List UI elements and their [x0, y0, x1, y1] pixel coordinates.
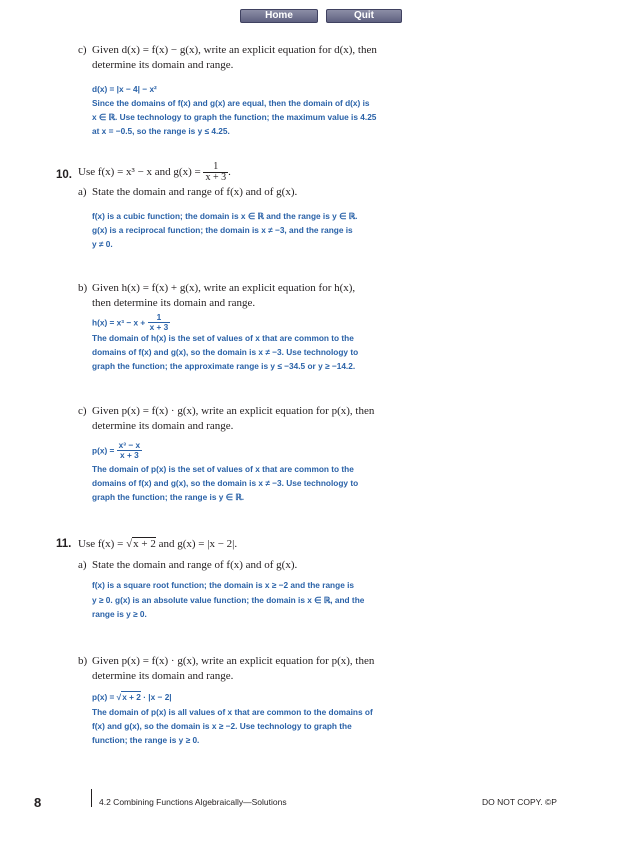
equation-left: h(x) = x³ − x + [92, 317, 146, 328]
home-button[interactable]: Home [240, 9, 318, 23]
answer-text: x ∈ ℝ. Use technology to graph the function; the maximum value is 4.25 [92, 112, 377, 122]
question-stem [78, 162, 231, 183]
stem-text: and g(x) = |x − 2|. [158, 538, 238, 550]
answer-text: The domain of h(x) is the set of values of x that are common to the [92, 333, 354, 343]
question-text: determine its domain and range. [92, 670, 234, 682]
fraction-denominator: x + 3 [120, 450, 139, 460]
question-text: Given p(x) = f(x) · g(x), write an explicit equation for p(x), then [92, 655, 375, 667]
part-label: b) [78, 282, 88, 294]
question-number: 11. [56, 538, 72, 550]
radical-sign: √ [126, 538, 133, 550]
answer-equation [92, 690, 172, 705]
answer-text: graph the function; the approximate range is y ≤ −34.5 or y ≥ −14.2. [92, 361, 356, 371]
equation-right: · |x − 2| [143, 692, 172, 702]
answer-text: f(x) is a square root function; the domain is x ≥ −2 and the range is [92, 580, 355, 590]
stem-fraction [203, 162, 228, 183]
question-text: Given d(x) = f(x) − g(x), write an explicit equation for d(x), then [92, 44, 377, 56]
answer-text: domains of f(x) and g(x), so the domain is x ≠ −3. Use technology to [92, 478, 359, 488]
answer-text: The domain of p(x) is the set of values of x that are common to the [92, 464, 354, 474]
fraction-numerator: x³ − x [118, 440, 141, 450]
fraction-denominator: x + 3 [205, 172, 227, 183]
footer-title: 4.2 Combining Functions Algebraically—Solutions [99, 797, 287, 807]
footer-divider [91, 789, 92, 807]
answer-equation [92, 441, 142, 460]
stem-text: Use f(x) = x³ − x and g(x) = [78, 166, 201, 178]
question-text: Given h(x) = f(x) + g(x), write an explicit equation for h(x), [92, 282, 356, 294]
page-footer [0, 795, 639, 813]
answer-text: Since the domains of f(x) and g(x) are equal, then the domain of d(x) is [92, 98, 370, 108]
question-text: Given p(x) = f(x) · g(x), write an explicit equation for p(x), then [92, 405, 375, 417]
part-label: c) [78, 44, 87, 56]
question-number: 10. [56, 169, 72, 181]
answer-equation: d(x) = |x − 4| − x² [92, 84, 157, 94]
question-text: State the domain and range of f(x) and of g(x). [92, 559, 298, 571]
answer-text: graph the function; the range is y ∈ ℝ. [92, 492, 245, 502]
part-label: a) [78, 559, 87, 571]
part-label: a) [78, 186, 87, 198]
page-number: 8 [34, 795, 42, 810]
copyright-notice: DO NOT COPY. ©P [482, 797, 557, 807]
answer-text: The domain of p(x) is all values of x that are common to the domains of [92, 707, 373, 717]
part-label: c) [78, 405, 87, 417]
radicand: x + 2 [122, 692, 141, 702]
fraction-numerator: 1 [203, 162, 228, 173]
answer-text: y ≠ 0. [92, 239, 113, 249]
fraction-denominator: x + 3 [149, 322, 169, 332]
top-navigation [0, 9, 639, 23]
answer-text: range is y ≥ 0. [92, 609, 147, 619]
equation-fraction [148, 313, 171, 332]
answer-text: at x = −0.5, so the range is y ≤ 4.25. [92, 126, 230, 136]
question-text: determine its domain and range. [92, 420, 234, 432]
part-label: b) [78, 655, 88, 667]
quit-button[interactable]: Quit [326, 9, 402, 23]
answer-text: function; the range is y ≥ 0. [92, 735, 200, 745]
answer-text: domains of f(x) and g(x), so the domain is x ≠ −3. Use technology to [92, 347, 359, 357]
question-text: determine its domain and range. [92, 59, 234, 71]
equation-fraction [117, 441, 142, 460]
answer-text: f(x) is a cubic function; the domain is x ∈ ℝ and the range is y ∈ ℝ. [92, 211, 358, 221]
equation-left: p(x) = [92, 445, 115, 456]
question-stem [78, 537, 237, 552]
radical-sign: √ [116, 692, 122, 702]
answer-text: f(x) and g(x), so the domain is x ≥ −2. Use technology to graph the [92, 721, 352, 731]
stem-text: Use f(x) = [78, 538, 124, 550]
question-text: then determine its domain and range. [92, 297, 256, 309]
stem-end: . [228, 166, 231, 178]
answer-equation [92, 313, 170, 332]
answer-text: g(x) is a reciprocal function; the domain is x ≠ −3, and the range is [92, 225, 353, 235]
answer-text: y ≥ 0. g(x) is an absolute value function; the domain is x ∈ ℝ, and the [92, 595, 365, 605]
equation-left: p(x) = [92, 692, 115, 702]
fraction-numerator: 1 [148, 313, 171, 323]
radicand: x + 2 [133, 538, 156, 550]
question-text: State the domain and range of f(x) and of g(x). [92, 186, 298, 198]
